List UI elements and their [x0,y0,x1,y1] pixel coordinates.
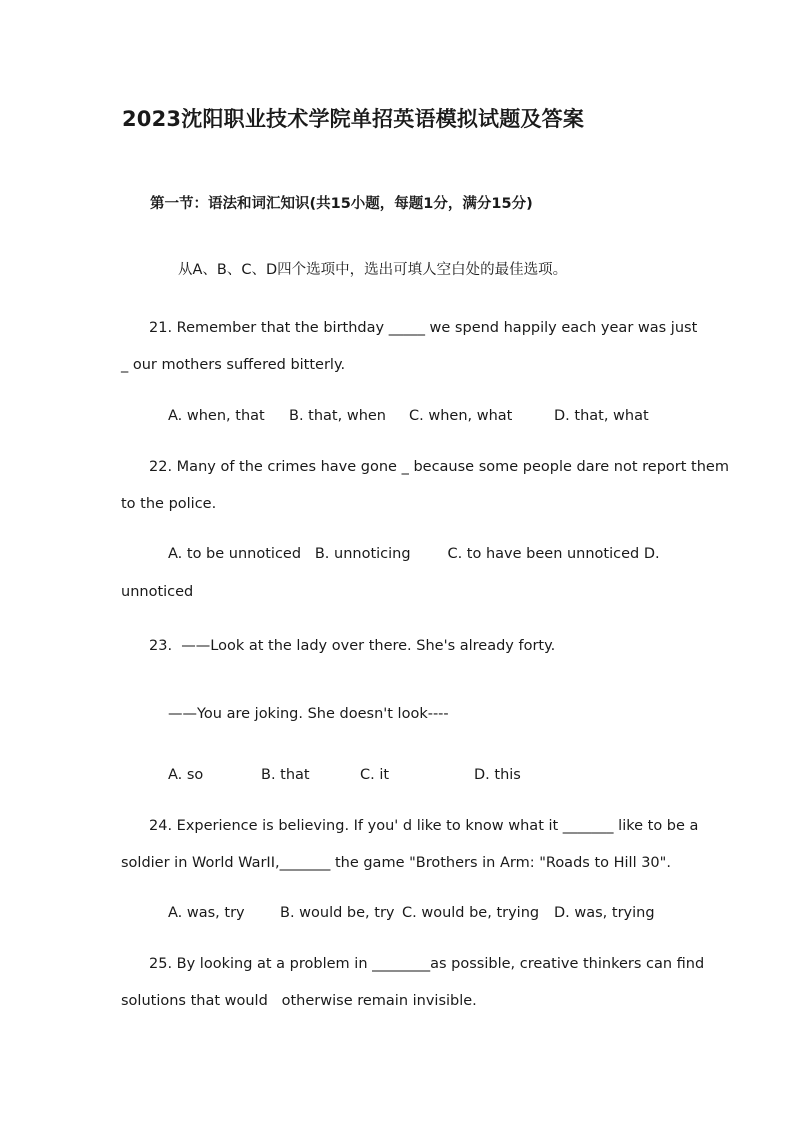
question-24-line-2: soldier in World WarII,_______ the game "Brothers in Arm: "Roads to Hill 30". [121,855,671,871]
question-22-options-line-1: A. to be unnoticed B. unnoticing C. to have been unnoticed D. [168,546,660,562]
question-21-option-d: D. that, what [554,408,649,424]
question-23-line-2: ——You are joking. She doesn't look---- [168,706,449,722]
question-24-option-a: A. was, try [168,905,245,921]
question-22-options-line-2: unnoticed [121,584,194,600]
question-23-option-a: A. so [168,767,204,783]
question-24-option-b: B. would be, try [280,905,395,921]
question-24-option-d: D. was, trying [554,905,655,921]
question-23-option-d: D. this [474,767,521,783]
question-23-option-c: C. it [360,767,390,783]
question-25-line-2: solutions that would otherwise remain invisible. [121,993,477,1009]
document-title: 2023沈阳职业技术学院单招英语模拟试题及答案 [122,107,585,131]
question-22-line-2: to the police. [121,496,217,512]
instruction-text: 从A、B、C、D四个选项中，选出可填人空白处的最佳选项。 [178,262,568,278]
question-21-option-a: A. when, that [168,408,265,424]
question-21-option-b: B. that, when [289,408,386,424]
question-24-option-c: C. would be, trying [402,905,540,921]
question-23-line-1: 23. ——Look at the lady over there. She's already forty. [149,638,556,654]
section-heading: 第一节：语法和词汇知识(共15小题，每题1分，满分15分) [150,196,533,212]
question-21-line-1: 21. Remember that the birthday _____ we spend happily each year was just [149,320,698,336]
question-25-line-1: 25. By looking at a problem in ________as possible, creative thinkers can find [149,956,705,972]
question-23-option-b: B. that [261,767,310,783]
question-21-line-2: _ our mothers suffered bitterly. [121,357,346,373]
question-24-line-1: 24. Experience is believing. If you' d like to know what it _______ like to be a [149,818,699,834]
question-22-line-1: 22. Many of the crimes have gone _ because some people dare not report them [149,459,729,475]
question-21-option-c: C. when, what [409,408,513,424]
